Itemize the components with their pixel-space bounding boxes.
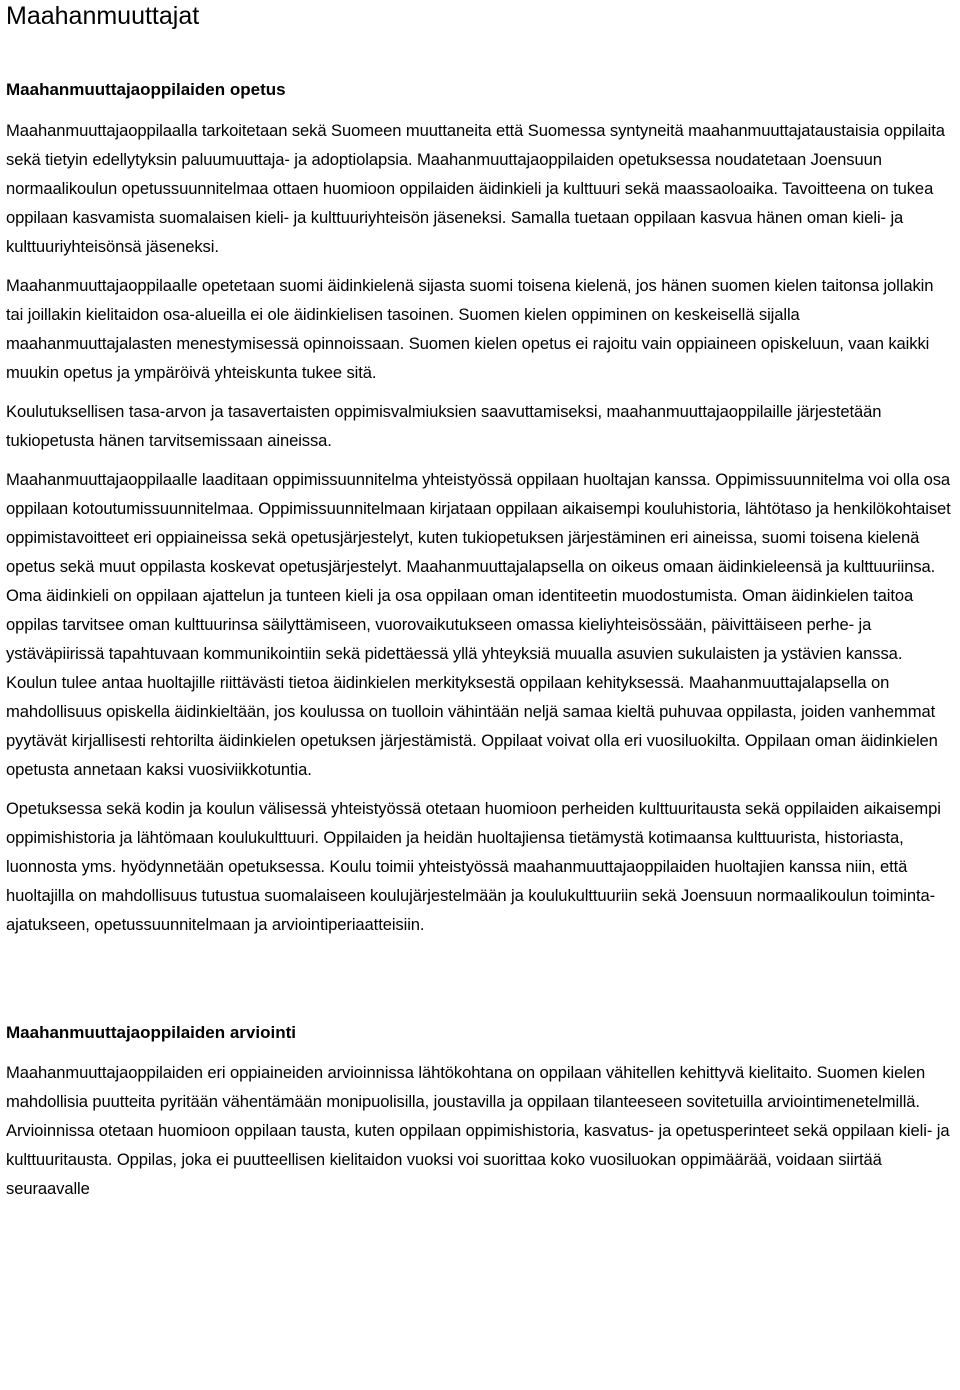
paragraph-assessment: Maahanmuuttajaoppilaiden eri oppiaineiden arvioinnissa lähtökohtana on oppilaan vähitellen kehittyvä kielitaito. Suomen kielen mahdollisia puutteita pyritään vähentämään monipuolisilla, joustavilla ja oppilaan tilanteeseen sovitetuilla arviointimenetelmillä. Arvioinnissa otetaan huomioon oppilaan tausta, kuten oppilaan oppimishistoria, kasvatus- ja opetusperinteet sekä oppilaan kieli- ja kulttuuritausta. Oppilas, joka ei puutteellisen kielitaidon vuoksi voi suorittaa koko vuosiluokan oppimäärää, voidaan siirtää seuraavalle: [6, 1063, 950, 1198]
document-title: Maahanmuuttajat: [6, 2, 200, 30]
paragraph-finnish-second-language: Maahanmuuttajaoppilaalle opetetaan suomi äidinkielenä sijasta suomi toisena kielenä, jos hänen suomen kielen taitonsa jollakin tai joillakin kielitaidon osa-alueilla ei ole äidinkielisen tasoinen. Suomen kielen oppiminen on keskeisellä sijalla maahanmuuttajalasten menestymisessä opinnoissaan. Suomen kielen opetus ei rajoitu vain oppiaineen opiskeluun, vaan kaikki muukin opetus ja ympäröivä yhteiskunta tukee sitä.: [6, 276, 934, 382]
section-heading-assessment: Maahanmuuttajaoppilaiden arviointi: [6, 1023, 296, 1042]
paragraph-definition: Maahanmuuttajaoppilaalla tarkoitetaan sekä Suomeen muuttaneita että Suomessa syntyneitä maahanmuuttajataustaisia oppilaita sekä tietyin edellytyksin paluumuuttaja- ja adoptiolapsia. Maahanmuuttajaoppilaiden opetuksessa noudatetaan Joensuun normaalikoulun opetussuunnitelmaa ottaen huomioon oppilaiden äidinkieli ja kulttuuri sekä maassaoloaika. Tavoitteena on tukea oppilaan kasvamista suomalaisen kieli- ja kulttuuriyhteisön jäseneksi. Samalla tuetaan oppilaan kasvua hänen oman kieli- ja kulttuuriyhteisönsä jäseneksi.: [6, 121, 945, 256]
paragraph-equality: Koulutuksellisen tasa-arvon ja tasavertaisten oppimisvalmiuksien saavuttamiseksi, maahanmuuttajaoppilaille järjestetään tukiopetusta hänen tarvitsemissaan aineissa.: [6, 402, 882, 450]
section-heading-teaching: Maahanmuuttajaoppilaiden opetus: [6, 80, 286, 99]
paragraph-home-school-cooperation: Opetuksessa sekä kodin ja koulun välisessä yhteistyössä otetaan huomioon perheiden kulttuuritausta sekä oppilaiden aikaisempi oppimishistoria ja lähtömaan koulukulttuuri. Oppilaiden ja heidän huoltajiensa tietämystä kotimaansa kulttuurista, historiasta, luonnosta yms. hyödynnetään opetuksessa. Koulu toimii yhteistyössä maahanmuuttajaoppilaiden huoltajien kanssa niin, että huoltajilla on mahdollisuus tutustua suomalaiseen koulujärjestelmään ja koulukulttuuriin sekä Joensuun normaalikoulun toiminta-ajatukseen, opetussuunnitelmaan ja arviointiperiaatteisiin.: [6, 799, 941, 934]
paragraph-learning-plan: Maahanmuuttajaoppilaalle laaditaan oppimissuunnitelma yhteistyössä oppilaan huoltajan kanssa. Oppimissuunnitelma voi olla osa oppilaan kotoutumissuunnitelmaa. Oppimissuunnitelmaan kirjataan oppilaan aikaisempi kouluhistoria, lähtötaso ja henkilökohtaiset oppimistavoitteet eri oppiaineissa sekä opetusjärjestelyt, kuten tukiopetuksen järjestäminen eri aineissa, suomi toisena kielenä opetus sekä muut oppilasta koskevat opetusjärjestelyt. Maahanmuuttajalapsella on oikeus omaan äidinkieleensä ja kulttuuriinsa. Oma äidinkieli on oppilaan ajattelun ja tunteen kieli ja osa oppilaan oman identiteetin muodostumista. Oman äidinkielen taitoa oppilas tarvitsee oman kulttuurinsa säilyttämiseen, vuorovaikutukseen omassa kieliyhteisössään, päivittäiseen perhe- ja ystäväpiirissä tapahtuvaan kommunikointiin sekä pidettäessä yllä yhteyksiä muualla asuvien sukulaisten ja ystävien kanssa. Koulun tulee antaa huoltajille riittävästi tietoa äidinkielen merkityksestä oppilaan kehityksessä. Maahanmuuttajalapsella on mahdollisuus opiskella äidinkieltään, jos koulussa on tuolloin vähintään neljä samaa kieltä puhuvaa oppilasta, joiden vanhemmat pyytävät kirjallisesti rehtorilta äidinkielen opetuksen järjestämistä. Oppilaat voivat olla eri vuosiluokilta. Oppilaan oman äidinkielen opetusta annetaan kaksi vuosiviikkotuntia.: [6, 470, 951, 779]
